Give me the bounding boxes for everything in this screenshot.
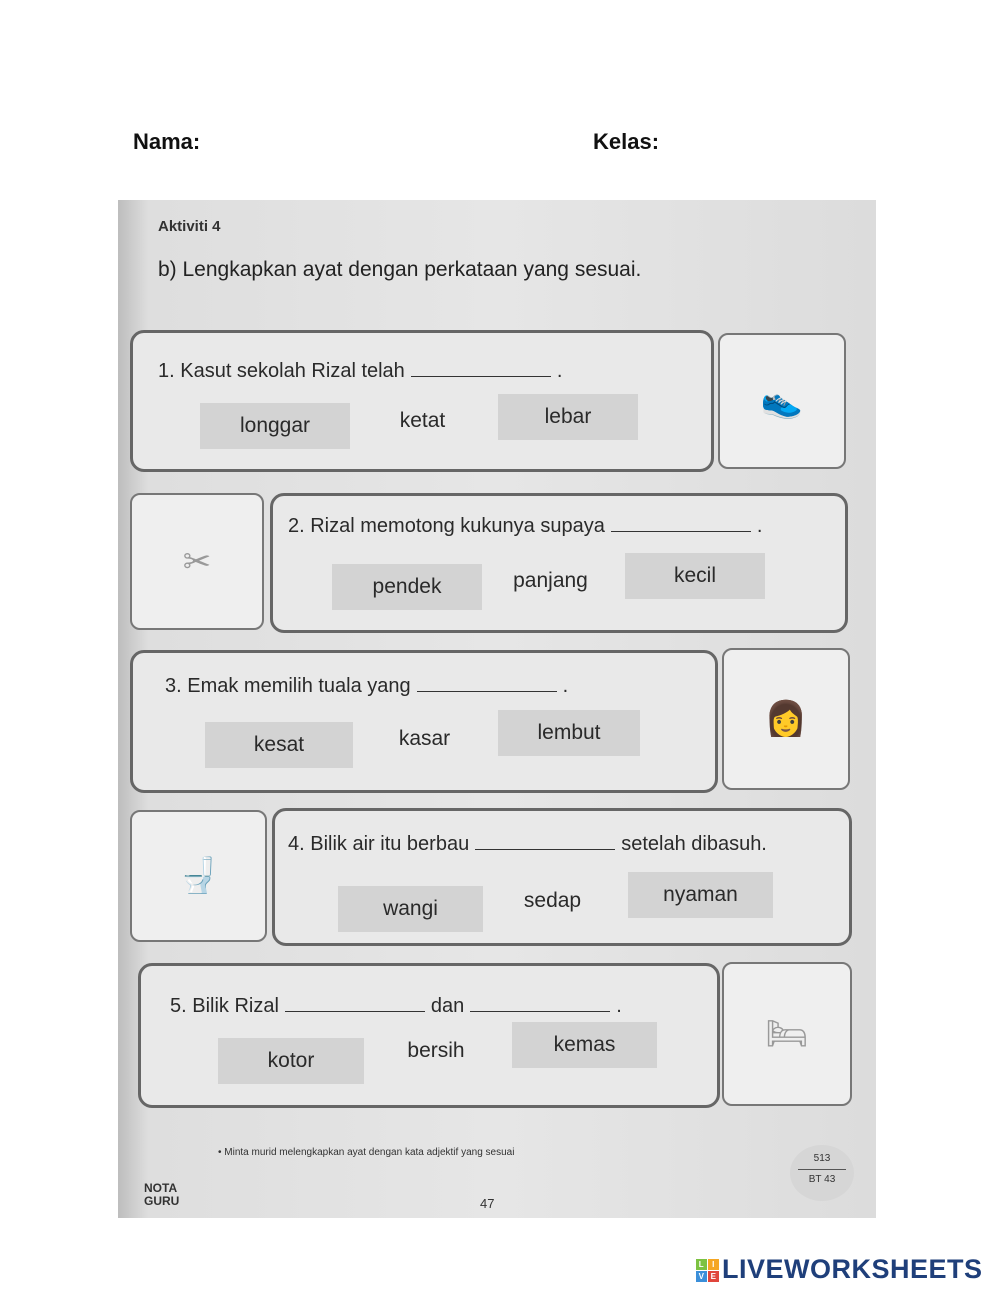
answer-blank[interactable] — [611, 531, 751, 532]
answer-blank[interactable] — [417, 691, 557, 692]
page-number: 47 — [480, 1196, 495, 1211]
question-1-sentence: 1. Kasut sekolah Rizal telah . — [158, 360, 563, 382]
bathroom-illustration: 🚽 — [130, 810, 267, 942]
question-4-sentence: 4. Bilik air itu berbau setelah dibasuh. — [288, 833, 767, 855]
nail-cutting-illustration: ✂ — [130, 493, 264, 630]
teacher-note-label: NOTA GURU — [144, 1181, 180, 1208]
code-top: 513 — [798, 1153, 846, 1170]
option-kotor[interactable]: kotor — [218, 1038, 364, 1084]
question-2-sentence: 2. Rizal memotong kukunya supaya . — [288, 515, 763, 537]
answer-blank[interactable] — [475, 849, 615, 850]
question-5-sentence: 5. Bilik Rizal dan . — [170, 995, 622, 1017]
teacher-note: • Minta murid melengkapkan ayat dengan kata adjektif yang sesuai — [218, 1147, 515, 1158]
class-label: Kelas: — [593, 129, 660, 154]
question-3-sentence: 3. Emak memilih tuala yang . — [165, 675, 569, 697]
option-kemas[interactable]: kemas — [512, 1022, 657, 1068]
answer-blank-2[interactable] — [470, 1011, 610, 1012]
option-kasar[interactable]: kasar — [398, 727, 451, 750]
option-panjang[interactable]: panjang — [513, 569, 588, 592]
brand-text: LIVEWORKSHEETS — [722, 1254, 983, 1284]
instruction: b) Lengkapkan ayat dengan perkataan yang sesuai. — [158, 258, 642, 281]
liveworksheets-logo — [696, 1254, 983, 1285]
option-pendek[interactable]: pendek — [332, 564, 482, 610]
answer-blank[interactable] — [411, 376, 551, 377]
option-ketat[interactable]: ketat — [399, 409, 446, 432]
mother-towel-illustration: 👩 — [722, 648, 850, 790]
option-kecil[interactable]: kecil — [625, 553, 765, 599]
option-lembut[interactable]: lembut — [498, 710, 640, 756]
option-kesat[interactable]: kesat — [205, 722, 353, 768]
option-lebar[interactable]: lebar — [498, 394, 638, 440]
option-sedap[interactable]: sedap — [523, 889, 582, 912]
option-wangi[interactable]: wangi — [338, 886, 483, 932]
answer-blank-1[interactable] — [285, 1011, 425, 1012]
option-bersih[interactable]: bersih — [407, 1039, 465, 1062]
name-label: Nama: — [133, 129, 201, 154]
activity-title: Aktiviti 4 — [158, 218, 221, 235]
code-bottom: BT 43 — [808, 1174, 836, 1185]
option-nyaman[interactable]: nyaman — [628, 872, 773, 918]
shoe-illustration: 👟 — [718, 333, 846, 469]
bedroom-illustration: 🛏 — [722, 962, 852, 1106]
live-logo-icon: L I V E — [696, 1259, 719, 1282]
code-badge — [790, 1145, 854, 1201]
option-longgar[interactable]: longgar — [200, 403, 350, 449]
